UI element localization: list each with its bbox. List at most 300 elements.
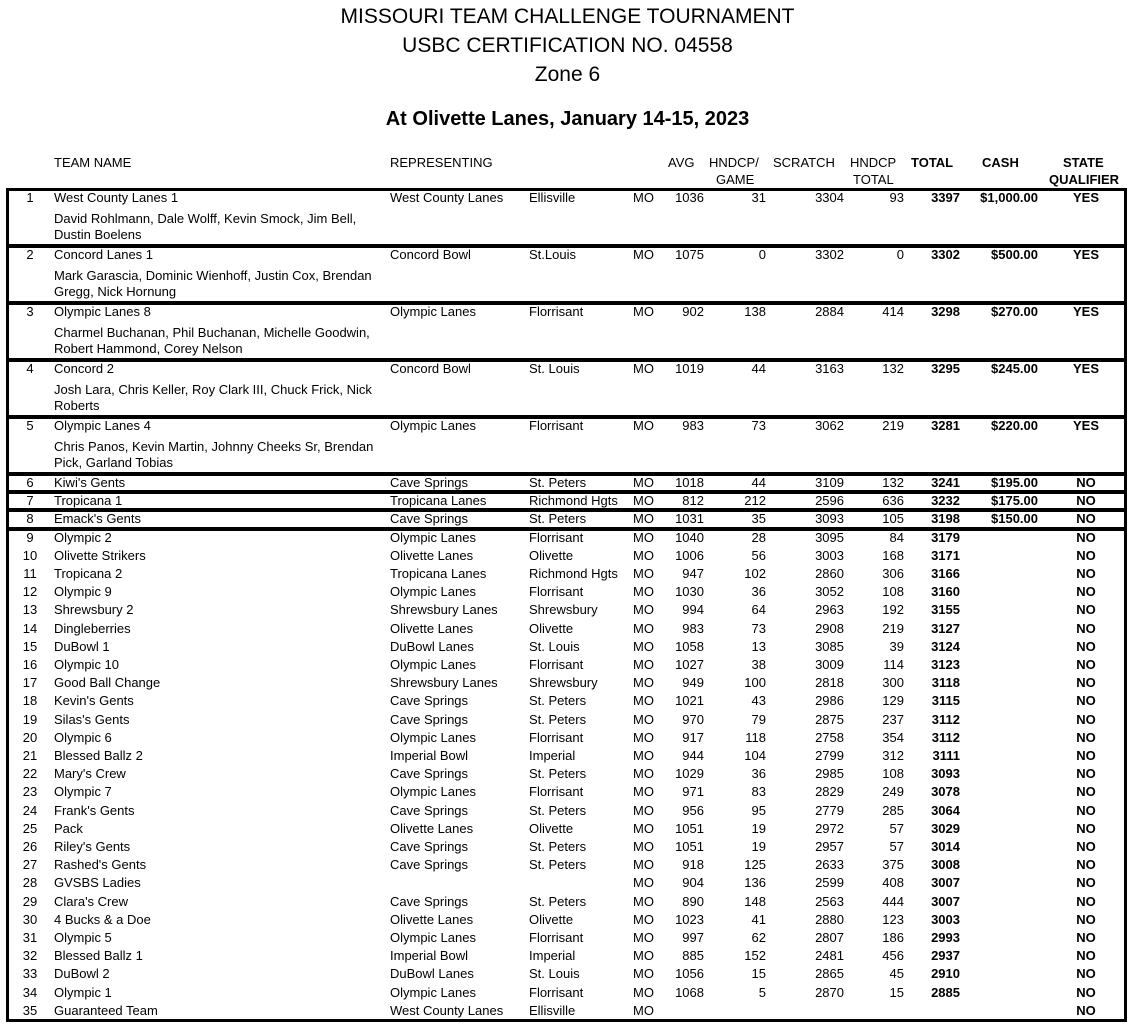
- hndcp-game-cell: 102: [744, 566, 766, 581]
- avg-cell: 994: [682, 602, 704, 618]
- state-cell: MO: [633, 190, 654, 205]
- rank-cell: 16: [22, 657, 38, 672]
- hndcp-game-cell: 148: [744, 893, 766, 909]
- avg-cell: 1056: [675, 966, 704, 982]
- hndcp-total-cell: 132: [882, 475, 904, 490]
- hndcp-total-cell: 129: [882, 693, 904, 709]
- state-cell: MO: [633, 948, 654, 964]
- team-members: Mark Garascia, Dominic Wienhoff, Justin Cox, Brendan Gregg, Nick Hornung: [54, 268, 372, 299]
- state-qualifier-cell: NO: [1076, 620, 1096, 636]
- state-cell: MO: [633, 361, 654, 376]
- avg-cell: 956: [682, 802, 704, 818]
- rank-cell: 31: [22, 930, 38, 945]
- hndcp-total-cell: 186: [882, 930, 904, 945]
- city-cell: Florrisant: [529, 304, 584, 319]
- state-cell: MO: [633, 638, 654, 654]
- hndcp-total-cell: 237: [882, 711, 904, 727]
- avg-cell: 917: [682, 729, 704, 745]
- col-header-hndcp-total-1: HNDCP: [850, 155, 897, 170]
- document-title-line2: USBC CERTIFICATION NO. 04558: [402, 34, 733, 57]
- team-name-cell: Blessed Ballz 2: [54, 748, 143, 763]
- team-name-cell: Blessed Ballz 1: [54, 948, 143, 964]
- city-cell: St. Louis: [529, 361, 580, 376]
- city-cell: St.Louis: [529, 247, 576, 262]
- state-qualifier-cell: NO: [1076, 875, 1096, 891]
- city-cell: Florrisant: [529, 784, 584, 800]
- team-members: Josh Lara, Chris Keller, Roy Clark III, Chuck Frick, Nick Roberts: [54, 382, 372, 413]
- state-cell: MO: [633, 930, 654, 945]
- team-name-cell: Olympic Lanes 8: [54, 304, 151, 319]
- hndcp-total-cell: 15: [889, 984, 904, 1000]
- avg-cell: 997: [682, 930, 704, 945]
- city-cell: Florrisant: [529, 529, 584, 545]
- team-name-cell: West County Lanes 1: [54, 190, 179, 205]
- hndcp-game-cell: 73: [751, 418, 766, 433]
- scratch-cell: 2875: [815, 711, 844, 727]
- representing-cell: Cave Springs: [390, 511, 469, 527]
- team-name-cell: Pack: [54, 820, 83, 836]
- scratch-cell: 2758: [815, 729, 844, 745]
- scratch-cell: 2633: [815, 857, 844, 873]
- team-name-cell: Tropicana 2: [54, 566, 123, 581]
- representing-cell: Imperial Bowl: [390, 748, 469, 763]
- total-cell: 3298: [931, 304, 960, 319]
- hndcp-game-cell: 19: [751, 820, 766, 836]
- city-cell: Olivette: [529, 911, 574, 927]
- rank-cell: 8: [26, 511, 34, 527]
- rank-cell: 30: [22, 911, 38, 927]
- city-cell: Florrisant: [529, 729, 584, 745]
- state-qualifier-cell: NO: [1076, 566, 1096, 581]
- rank-cell: 32: [22, 948, 38, 964]
- state-cell: MO: [633, 729, 654, 745]
- avg-cell: 971: [682, 784, 704, 800]
- avg-cell: 1021: [675, 693, 704, 709]
- total-cell: 3295: [931, 361, 960, 376]
- rank-cell: 33: [22, 966, 38, 982]
- hndcp-total-cell: 306: [882, 566, 904, 581]
- team-name-cell: Riley's Gents: [54, 839, 131, 854]
- total-cell: 3112: [931, 729, 960, 745]
- scratch-cell: 2799: [815, 748, 844, 763]
- col-header-hndcp-game-2: GAME: [716, 172, 755, 187]
- representing-cell: Cave Springs: [390, 839, 469, 854]
- representing-cell: Shrewsbury Lanes: [390, 675, 498, 691]
- team-name-cell: Olympic 7: [54, 784, 112, 800]
- scratch-cell: 2596: [815, 493, 844, 509]
- rank-cell: 18: [22, 693, 38, 709]
- avg-cell: 947: [682, 566, 704, 581]
- total-cell: 3124: [931, 638, 960, 654]
- scratch-cell: 3302: [815, 247, 844, 262]
- representing-cell: West County Lanes: [390, 190, 504, 205]
- state-cell: MO: [633, 839, 654, 854]
- state-qualifier-cell: NO: [1076, 547, 1096, 563]
- scratch-cell: 2860: [815, 566, 844, 581]
- total-cell: 3160: [931, 584, 960, 600]
- cash-cell: $500.00: [991, 247, 1038, 262]
- hndcp-total-cell: 408: [882, 875, 904, 891]
- hndcp-game-cell: 13: [751, 638, 766, 654]
- state-qualifier-cell: NO: [1076, 766, 1096, 782]
- representing-cell: Olympic Lanes: [390, 418, 476, 433]
- state-qualifier-cell: NO: [1076, 784, 1096, 800]
- scratch-cell: 3093: [815, 511, 844, 527]
- team-name-cell: Concord Lanes 1: [54, 247, 154, 262]
- avg-cell: 904: [682, 875, 704, 891]
- total-cell: 3171: [931, 547, 960, 563]
- state-cell: MO: [633, 620, 654, 636]
- table-row: [0, 246, 1135, 264]
- city-cell: St. Peters: [529, 511, 587, 527]
- city-cell: St. Peters: [529, 802, 587, 818]
- state-cell: MO: [633, 857, 654, 873]
- representing-cell: Cave Springs: [390, 766, 469, 782]
- representing-cell: DuBowl Lanes: [390, 638, 474, 654]
- cash-cell: $270.00: [991, 304, 1038, 319]
- city-cell: Florrisant: [529, 984, 584, 1000]
- team-name-cell: Rashed's Gents: [54, 857, 147, 873]
- team-name-cell: Emack's Gents: [54, 511, 142, 527]
- state-cell: MO: [633, 984, 654, 1000]
- state-cell: MO: [633, 893, 654, 909]
- scratch-cell: 3052: [815, 584, 844, 600]
- col-header-hndcp-game-1: HNDCP/: [709, 155, 759, 170]
- hndcp-game-cell: 35: [751, 511, 766, 527]
- rank-cell: 5: [26, 418, 34, 433]
- scratch-cell: 2972: [815, 820, 844, 836]
- team-name-cell: 4 Bucks & a Doe: [54, 911, 151, 927]
- rank-cell: 25: [22, 820, 38, 836]
- city-cell: Ellisville: [529, 190, 576, 205]
- rank-cell: 1: [26, 190, 34, 205]
- document-title-line3: Zone 6: [534, 63, 601, 86]
- team-members: Chris Panos, Kevin Martin, Johnny Cheeks Sr, Brendan Pick, Garland Tobias: [54, 439, 374, 470]
- hndcp-game-cell: 5: [758, 984, 766, 1000]
- hndcp-game-cell: 100: [744, 675, 766, 691]
- table-row: [0, 474, 1135, 492]
- hndcp-total-cell: 108: [882, 584, 904, 600]
- hndcp-game-cell: 0: [758, 247, 766, 262]
- hndcp-total-cell: 108: [882, 766, 904, 782]
- hndcp-total-cell: 93: [889, 190, 904, 205]
- hndcp-total-cell: 300: [882, 675, 904, 691]
- hndcp-total-cell: 249: [882, 784, 904, 800]
- team-name-cell: Dingleberries: [54, 620, 131, 636]
- hndcp-game-cell: 56: [751, 547, 766, 563]
- state-qualifier-cell: NO: [1076, 857, 1096, 873]
- representing-cell: Cave Springs: [390, 693, 469, 709]
- total-cell: 3397: [931, 190, 960, 205]
- state-cell: MO: [633, 875, 654, 891]
- city-cell: Olivette: [529, 820, 574, 836]
- team-name-cell: Silas's Gents: [54, 711, 130, 727]
- state-qualifier-cell: YES: [1072, 190, 1099, 205]
- avg-cell: 1031: [675, 511, 704, 527]
- scratch-cell: 2779: [815, 802, 844, 818]
- city-cell: St. Peters: [529, 711, 587, 727]
- rank-cell: 20: [22, 729, 38, 745]
- state-cell: MO: [633, 820, 654, 836]
- total-cell: 3008: [931, 857, 960, 873]
- city-cell: Florrisant: [529, 584, 584, 600]
- rank-cell: 9: [26, 529, 34, 545]
- state-cell: MO: [633, 304, 654, 319]
- team-name-cell: Olympic 2: [54, 529, 112, 545]
- team-name-cell: Mary's Crew: [54, 766, 126, 782]
- scratch-cell: 2865: [815, 966, 844, 982]
- state-qualifier-cell: NO: [1076, 711, 1096, 727]
- avg-cell: 885: [682, 948, 704, 964]
- avg-cell: 1051: [675, 820, 704, 836]
- rank-cell: 12: [22, 584, 38, 600]
- total-cell: 3007: [931, 893, 960, 909]
- col-header-total: TOTAL: [911, 155, 954, 170]
- hndcp-game-cell: 41: [751, 911, 766, 927]
- hndcp-total-cell: 414: [882, 304, 904, 319]
- avg-cell: 918: [682, 857, 704, 873]
- scratch-cell: 2829: [815, 784, 844, 800]
- hndcp-game-cell: 118: [745, 729, 766, 745]
- col-header-representing: REPRESENTING: [390, 155, 493, 170]
- representing-cell: Tropicana Lanes: [390, 493, 487, 509]
- city-cell: St. Peters: [529, 693, 587, 709]
- rank-cell: 4: [26, 361, 34, 376]
- team-name-cell: DuBowl 2: [54, 966, 110, 982]
- hndcp-total-cell: 57: [889, 820, 904, 836]
- state-cell: MO: [633, 602, 654, 618]
- city-cell: Imperial: [529, 948, 576, 964]
- representing-cell: Cave Springs: [390, 893, 469, 909]
- state-cell: MO: [633, 547, 654, 563]
- city-cell: St. Peters: [529, 475, 587, 490]
- avg-cell: 1029: [675, 766, 704, 782]
- hndcp-game-cell: 104: [744, 748, 766, 763]
- hndcp-total-cell: 636: [882, 493, 904, 509]
- table-row: [0, 360, 1135, 378]
- col-header-scratch: SCRATCH: [773, 155, 835, 170]
- representing-cell: Olympic Lanes: [390, 584, 476, 600]
- representing-cell: Olivette Lanes: [390, 620, 474, 636]
- hndcp-total-cell: 57: [889, 839, 904, 854]
- scratch-cell: 2599: [815, 875, 844, 891]
- total-cell: 2910: [931, 966, 960, 982]
- scratch-cell: 2884: [815, 304, 844, 319]
- scratch-cell: 2957: [815, 839, 844, 854]
- cash-cell: $150.00: [991, 511, 1038, 527]
- rank-cell: 3: [26, 304, 34, 319]
- col-header-qualifier-1: STATE: [1063, 155, 1104, 170]
- city-cell: Olivette: [529, 620, 574, 636]
- city-cell: Imperial: [529, 748, 576, 763]
- team-name-cell: Shrewsbury 2: [54, 602, 134, 618]
- city-cell: St. Peters: [529, 857, 587, 873]
- total-cell: 3007: [931, 875, 960, 891]
- total-cell: 3064: [931, 802, 960, 818]
- representing-cell: Olympic Lanes: [390, 784, 476, 800]
- representing-cell: Olympic Lanes: [390, 529, 476, 545]
- total-cell: 3281: [931, 418, 960, 433]
- rank-cell: 13: [22, 602, 38, 618]
- rank-cell: 19: [22, 711, 38, 727]
- hndcp-total-cell: 192: [882, 602, 904, 618]
- hndcp-total-cell: 312: [882, 748, 904, 763]
- city-cell: St. Louis: [529, 638, 580, 654]
- col-header-avg: AVG: [668, 155, 695, 170]
- hndcp-game-cell: 31: [751, 190, 766, 205]
- total-cell: 3198: [931, 511, 960, 527]
- state-cell: MO: [633, 566, 654, 581]
- total-cell: 3078: [931, 784, 960, 800]
- state-cell: MO: [633, 584, 654, 600]
- state-cell: MO: [633, 1002, 654, 1018]
- hndcp-game-cell: 73: [751, 620, 766, 636]
- col-header-cash: CASH: [982, 155, 1019, 170]
- representing-cell: Olympic Lanes: [390, 984, 476, 1000]
- city-cell: Ellisville: [529, 1002, 576, 1018]
- rank-cell: 2: [26, 247, 34, 262]
- team-name-cell: Olympic 1: [54, 984, 112, 1000]
- state-qualifier-cell: NO: [1076, 675, 1096, 691]
- scratch-cell: 3304: [815, 190, 844, 205]
- state-qualifier-cell: YES: [1072, 361, 1099, 376]
- avg-cell: 1006: [675, 547, 704, 563]
- state-cell: MO: [633, 748, 654, 763]
- hndcp-game-cell: 136: [744, 875, 766, 891]
- representing-cell: West County Lanes: [390, 1002, 504, 1018]
- state-qualifier-cell: NO: [1076, 475, 1096, 490]
- state-qualifier-cell: NO: [1076, 602, 1096, 618]
- total-cell: 3118: [931, 675, 960, 691]
- avg-cell: 890: [682, 893, 704, 909]
- total-cell: 2885: [931, 984, 960, 1000]
- representing-cell: Olympic Lanes: [390, 657, 476, 672]
- team-name-cell: Clara's Crew: [54, 893, 128, 909]
- city-cell: St. Peters: [529, 893, 587, 909]
- scratch-cell: 2807: [815, 930, 844, 945]
- state-qualifier-cell: NO: [1076, 657, 1096, 672]
- team-members: David Rohlmann, Dale Wolff, Kevin Smock, Jim Bell, Dustin Boelens: [54, 211, 357, 242]
- team-name-cell: DuBowl 1: [54, 638, 110, 654]
- state-qualifier-cell: NO: [1076, 948, 1096, 964]
- state-qualifier-cell: NO: [1076, 529, 1096, 545]
- total-cell: 3014: [931, 839, 960, 854]
- total-cell: 3123: [931, 657, 960, 672]
- avg-cell: 1030: [675, 584, 704, 600]
- scratch-cell: 2870: [815, 984, 844, 1000]
- hndcp-game-cell: 43: [751, 693, 766, 709]
- scratch-cell: 3003: [815, 547, 844, 563]
- hndcp-total-cell: 39: [889, 638, 904, 654]
- state-qualifier-cell: NO: [1076, 1002, 1096, 1018]
- state-qualifier-cell: NO: [1076, 693, 1096, 709]
- rank-cell: 22: [22, 766, 38, 782]
- state-qualifier-cell: NO: [1076, 820, 1096, 836]
- state-cell: MO: [633, 529, 654, 545]
- avg-cell: 1027: [675, 657, 704, 672]
- hndcp-game-cell: 44: [751, 475, 766, 490]
- team-name-cell: Kiwi's Gents: [54, 475, 126, 490]
- avg-cell: 1058: [675, 638, 704, 654]
- total-cell: 2937: [931, 948, 960, 964]
- representing-cell: Shrewsbury Lanes: [390, 602, 498, 618]
- representing-cell: Tropicana Lanes: [390, 566, 487, 581]
- representing-cell: Olympic Lanes: [390, 729, 476, 745]
- state-qualifier-cell: NO: [1076, 930, 1096, 945]
- total-cell: 3232: [931, 493, 960, 509]
- team-name-cell: Olivette Strikers: [54, 547, 146, 563]
- representing-cell: Imperial Bowl: [390, 948, 469, 964]
- team-members: Charmel Buchanan, Phil Buchanan, Michelle Goodwin, Robert Hammond, Corey Nelson: [54, 325, 370, 356]
- total-cell: 3155: [931, 602, 960, 618]
- avg-cell: 983: [682, 418, 704, 433]
- rank-cell: 21: [22, 748, 38, 763]
- state-cell: MO: [633, 711, 654, 727]
- representing-cell: Cave Springs: [390, 802, 469, 818]
- state-qualifier-cell: NO: [1076, 511, 1096, 527]
- rank-cell: 23: [22, 784, 38, 800]
- hndcp-total-cell: 219: [882, 418, 904, 433]
- hndcp-total-cell: 123: [882, 911, 904, 927]
- hndcp-total-cell: 285: [882, 802, 904, 818]
- team-name-cell: Guaranteed Team: [54, 1002, 158, 1018]
- table-row: [0, 303, 1135, 321]
- total-cell: 3112: [931, 711, 960, 727]
- hndcp-game-cell: 36: [751, 766, 766, 782]
- state-qualifier-cell: NO: [1076, 638, 1096, 654]
- state-qualifier-cell: NO: [1076, 748, 1096, 763]
- total-cell: 3179: [931, 529, 960, 545]
- hndcp-game-cell: 38: [751, 657, 766, 672]
- rank-cell: 35: [22, 1002, 38, 1018]
- col-header-hndcp-total-2: TOTAL: [853, 172, 894, 187]
- team-name-cell: Concord 2: [54, 361, 114, 376]
- state-qualifier-cell: NO: [1076, 893, 1096, 909]
- avg-cell: 1023: [675, 911, 704, 927]
- state-qualifier-cell: NO: [1076, 802, 1096, 818]
- representing-cell: Cave Springs: [390, 475, 469, 490]
- total-cell: 3093: [931, 766, 960, 782]
- hndcp-game-cell: 28: [751, 529, 766, 545]
- table-row: [0, 492, 1135, 510]
- total-cell: 3166: [931, 566, 960, 581]
- team-name-cell: Good Ball Change: [54, 675, 161, 691]
- hndcp-game-cell: 212: [744, 493, 766, 509]
- scratch-cell: 3009: [815, 657, 844, 672]
- state-cell: MO: [633, 511, 654, 527]
- table-row: [0, 189, 1135, 207]
- hndcp-total-cell: 456: [882, 948, 904, 964]
- cash-cell: $245.00: [991, 361, 1038, 376]
- scratch-cell: 3163: [815, 361, 844, 376]
- state-qualifier-cell: NO: [1076, 839, 1096, 854]
- document-title-line1: MISSOURI TEAM CHALLENGE TOURNAMENT: [340, 5, 795, 28]
- avg-cell: 1075: [675, 247, 704, 262]
- total-cell: 3029: [931, 820, 960, 836]
- rank-cell: 7: [26, 493, 34, 509]
- hndcp-total-cell: 0: [896, 247, 904, 262]
- hndcp-total-cell: 219: [882, 620, 904, 636]
- representing-cell: Concord Bowl: [390, 361, 471, 376]
- avg-cell: 1019: [675, 361, 704, 376]
- table-row: [0, 417, 1135, 435]
- rank-cell: 15: [22, 638, 38, 654]
- scratch-cell: 2481: [815, 948, 844, 964]
- hndcp-total-cell: 132: [882, 361, 904, 376]
- document-subtitle: At Olivette Lanes, January 14-15, 2023: [385, 108, 750, 130]
- state-qualifier-cell: NO: [1076, 729, 1096, 745]
- hndcp-game-cell: 36: [751, 584, 766, 600]
